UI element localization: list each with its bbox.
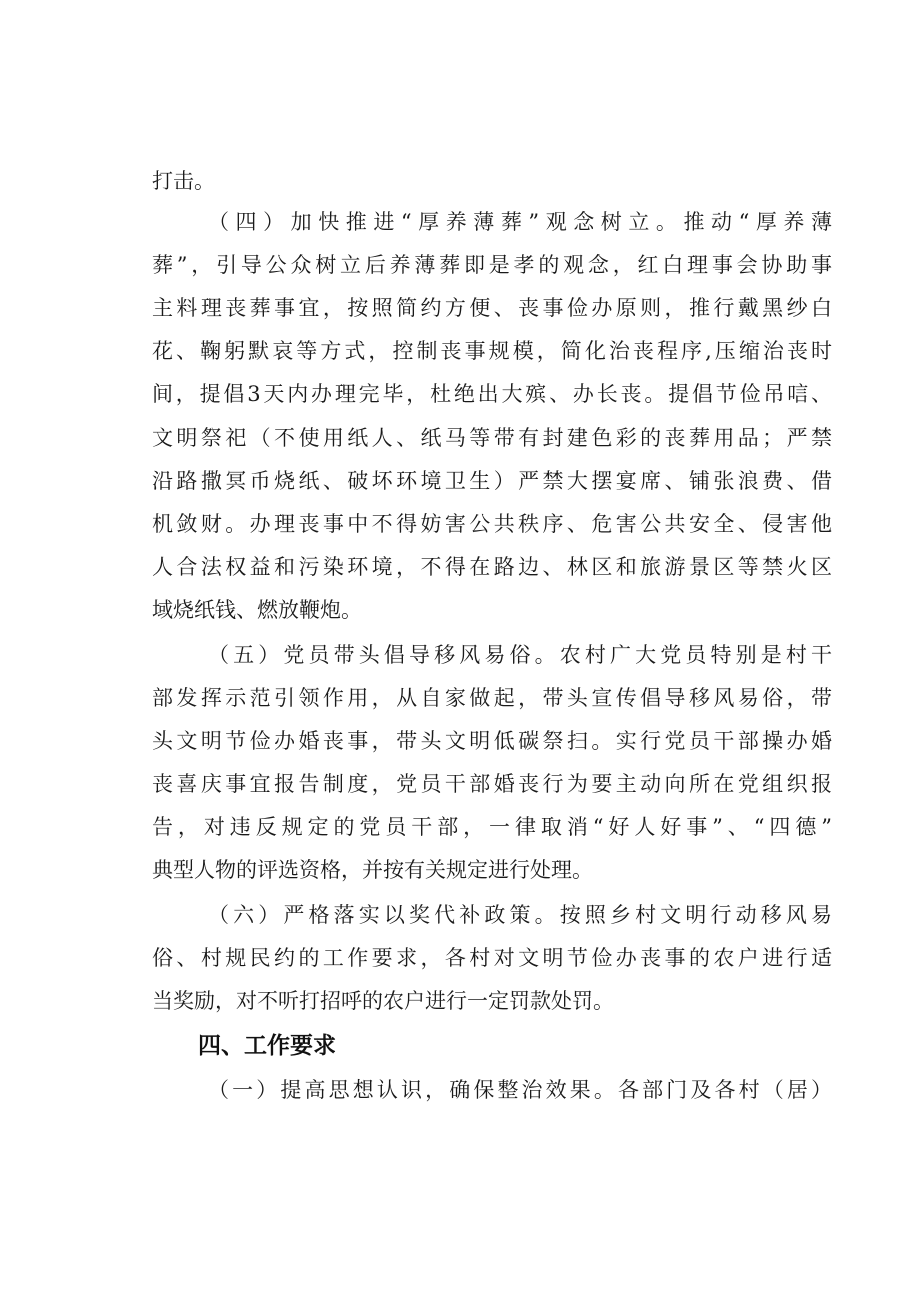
text-line: 人合法权益和污染环境，不得在路边、林区和旅游景区等禁火区: [152, 555, 832, 579]
text-line: 沿路撒冥币烧纸、破坏环境卫生）严禁大摆宴席、铺张浪费、借: [152, 469, 832, 493]
text-line: 葬”，引导公众树立后养薄葬即是孝的观念，红白理事会协助事: [152, 253, 832, 277]
text-line: 文明祭祀（不使用纸人、纸马等带有封建色彩的丧葬用品；严禁: [152, 426, 832, 450]
text-line: 部发挥示范引领作用，从自家做起，带头宣传倡导移风易俗，带: [152, 686, 832, 710]
text-line: 告，对违反规定的党员干部，一律取消“好人好事”、“四德”: [152, 815, 832, 839]
paragraph-4-heading-line: （四）加快推进“厚养薄葬”观念树立。推动“厚养薄: [208, 210, 832, 234]
text-line: 间，提倡3天内办理完毕，杜绝出大殡、办长丧。提倡节俭吊唁、: [152, 382, 832, 406]
text-line: 头文明节俭办婚丧事，带头文明低碳祭扫。实行党员干部操办婚: [152, 729, 832, 753]
text-line: 丧喜庆事宜报告制度，党员干部婚丧行为要主动向所在党组织报: [152, 772, 832, 796]
section-heading: 四、工作要求: [198, 1033, 336, 1059]
text-line: 典型人物的评选资格，并按有关规定进行处理。: [152, 858, 593, 882]
text-line: 当奖励，对不听打招呼的农户进行一定罚款处罚。: [152, 989, 614, 1013]
text-line: 主料理丧葬事宜，按照简约方便、丧事俭办原则，推行戴黑纱白: [152, 296, 832, 320]
paragraph-6-heading-line: （六）严格落实以奖代补政策。按照乡村文明行动移风易: [208, 903, 832, 927]
text-line: 花、鞠躬默哀等方式，控制丧事规模，简化治丧程序,压缩治丧时: [152, 339, 832, 363]
text-line: 打击。: [152, 169, 215, 193]
paragraph-1-heading-line: （一）提高思想认识，确保整治效果。各部门及各村（居）: [208, 1078, 832, 1102]
text-line: 俗、村规民约的工作要求，各村对文明节俭办丧事的农户进行适: [152, 946, 832, 970]
text-line: 域烧纸钱、燃放鞭炮。: [152, 598, 362, 622]
paragraph-5-heading-line: （五）党员带头倡导移风易俗。农村广大党员特别是村干: [208, 643, 832, 667]
text-line: 机敛财。办理丧事中不得妨害公共秩序、危害公共安全、侵害他: [152, 512, 832, 536]
